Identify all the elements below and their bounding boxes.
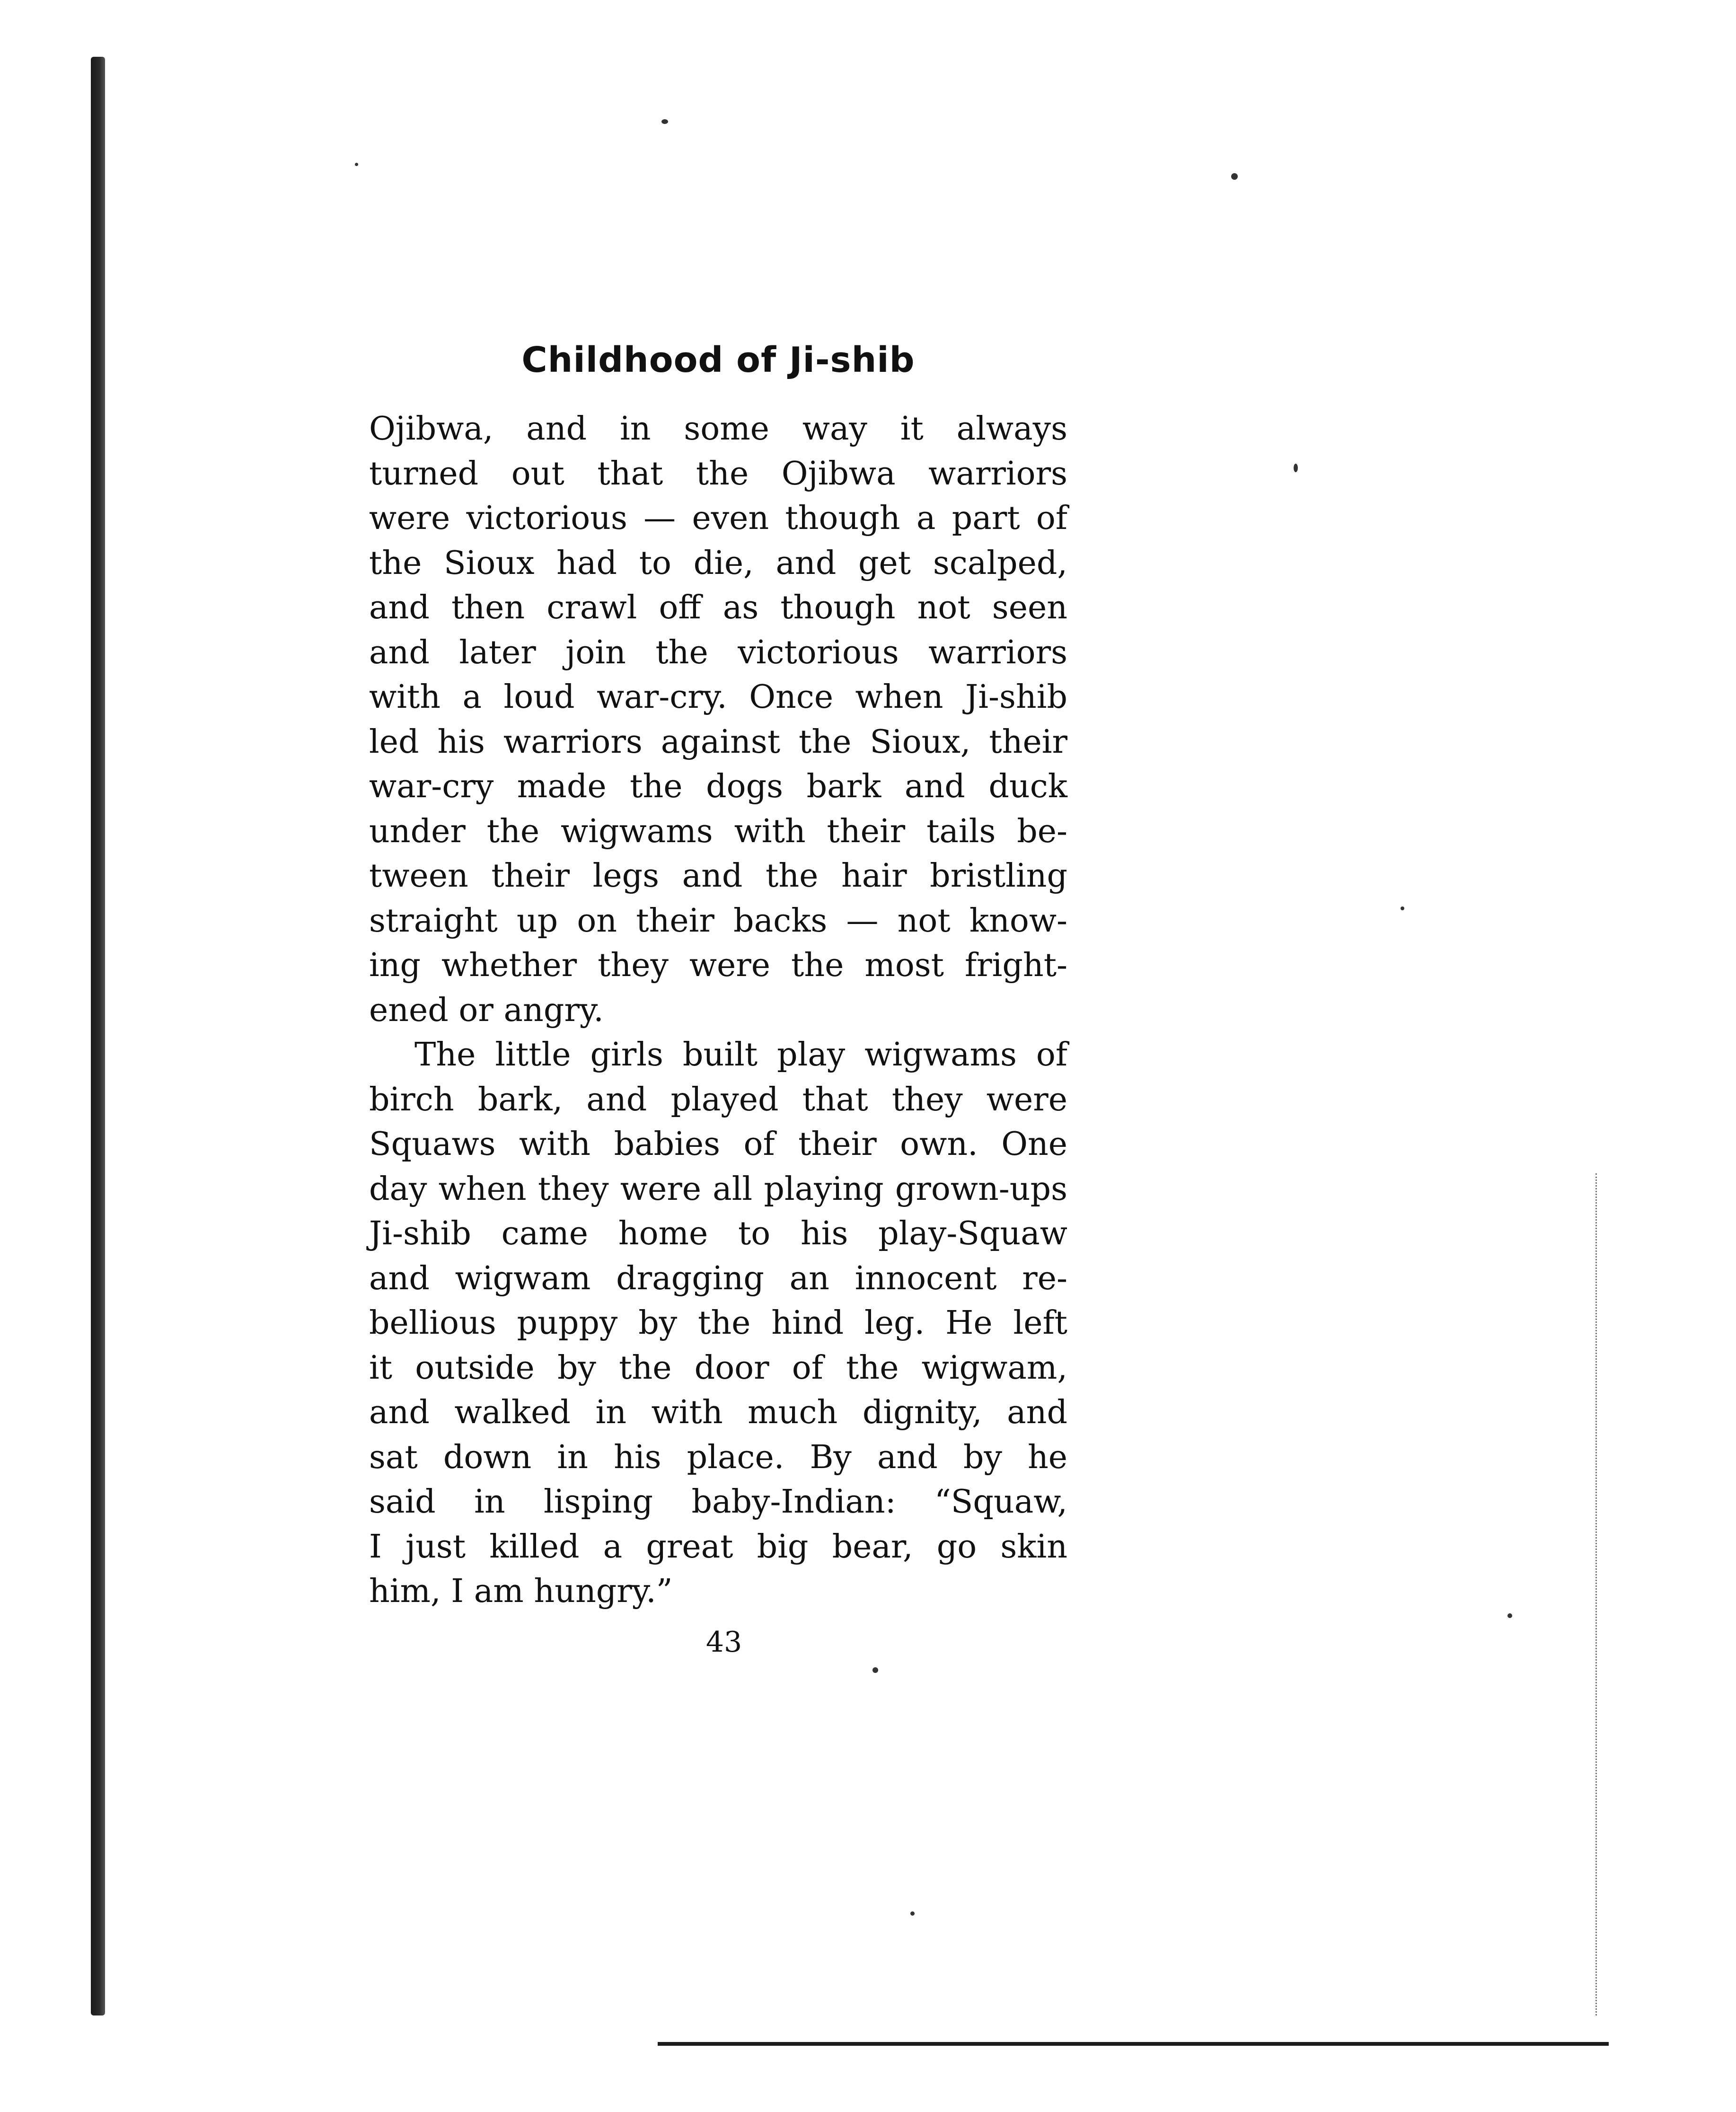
body-text	[369, 407, 1067, 1614]
text-line: under the wigwams with their tails be-	[369, 812, 1067, 850]
text-line: turned out that the Ojibwa warriors	[369, 455, 1067, 493]
scan-speck	[1401, 906, 1404, 910]
text-line: Squaws with babies of their own. One	[369, 1126, 1067, 1163]
text-line: him, I am hungry.”	[369, 1573, 673, 1610]
paragraph-2	[369, 1033, 1067, 1614]
text-line: Ji-shib came home to his play-Squaw	[369, 1215, 1067, 1252]
text-line: with a loud war-cry. Once when Ji-shib	[369, 678, 1067, 716]
text-line: led his warriors against the Sioux, their	[369, 723, 1067, 761]
text-line: The little girls built play wigwams of	[414, 1036, 1067, 1074]
bottom-rule	[658, 2042, 1609, 2046]
text-line: birch bark, and played that they were	[369, 1081, 1067, 1118]
text-line: bellious puppy by the hind leg. He left	[369, 1304, 1067, 1342]
scan-speck	[872, 1667, 878, 1673]
scan-speck	[1294, 464, 1298, 472]
page-binding-edge	[91, 57, 105, 2015]
text-line: I just killed a great big bear, go skin	[369, 1528, 1067, 1566]
text-line: ened or angry.	[369, 991, 604, 1029]
text-line: tween their legs and the hair bristling	[369, 857, 1067, 895]
scan-speck	[355, 163, 358, 166]
paragraph-1	[369, 407, 1067, 1033]
text-line: war-cry made the dogs bark and duck	[369, 768, 1067, 805]
text-line: were victorious — even though a part of	[369, 500, 1067, 537]
page-right-edge-speckle	[1595, 1173, 1602, 2015]
text-line: it outside by the door of the wigwam,	[369, 1349, 1067, 1387]
scan-speck	[1507, 1613, 1512, 1618]
text-line: Ojibwa, and in some way it always	[369, 410, 1067, 448]
text-line: and wigwam dragging an innocent re-	[369, 1259, 1067, 1297]
scan-speck	[1231, 173, 1238, 180]
text-line: said in lisping baby-Indian: “Squaw,	[369, 1483, 1067, 1521]
running-head: Childhood of Ji-shib	[521, 340, 915, 380]
text-line: and later join the victorious warriors	[369, 634, 1067, 671]
text-line: the Sioux had to die, and get scalped,	[369, 544, 1067, 582]
text-line: ing whether they were the most fright-	[369, 947, 1067, 984]
text-line: straight up on their backs — not know-	[369, 902, 1067, 940]
text-line: sat down in his place. By and by he	[369, 1438, 1067, 1476]
scan-speck	[661, 119, 668, 124]
text-line: and then crawl off as though not seen	[369, 589, 1067, 626]
page-number: 43	[705, 1626, 742, 1659]
scan-speck	[910, 1911, 915, 1916]
text-line: day when they were all playing grown-ups	[369, 1170, 1067, 1208]
text-line: and walked in with much dignity, and	[369, 1394, 1067, 1431]
